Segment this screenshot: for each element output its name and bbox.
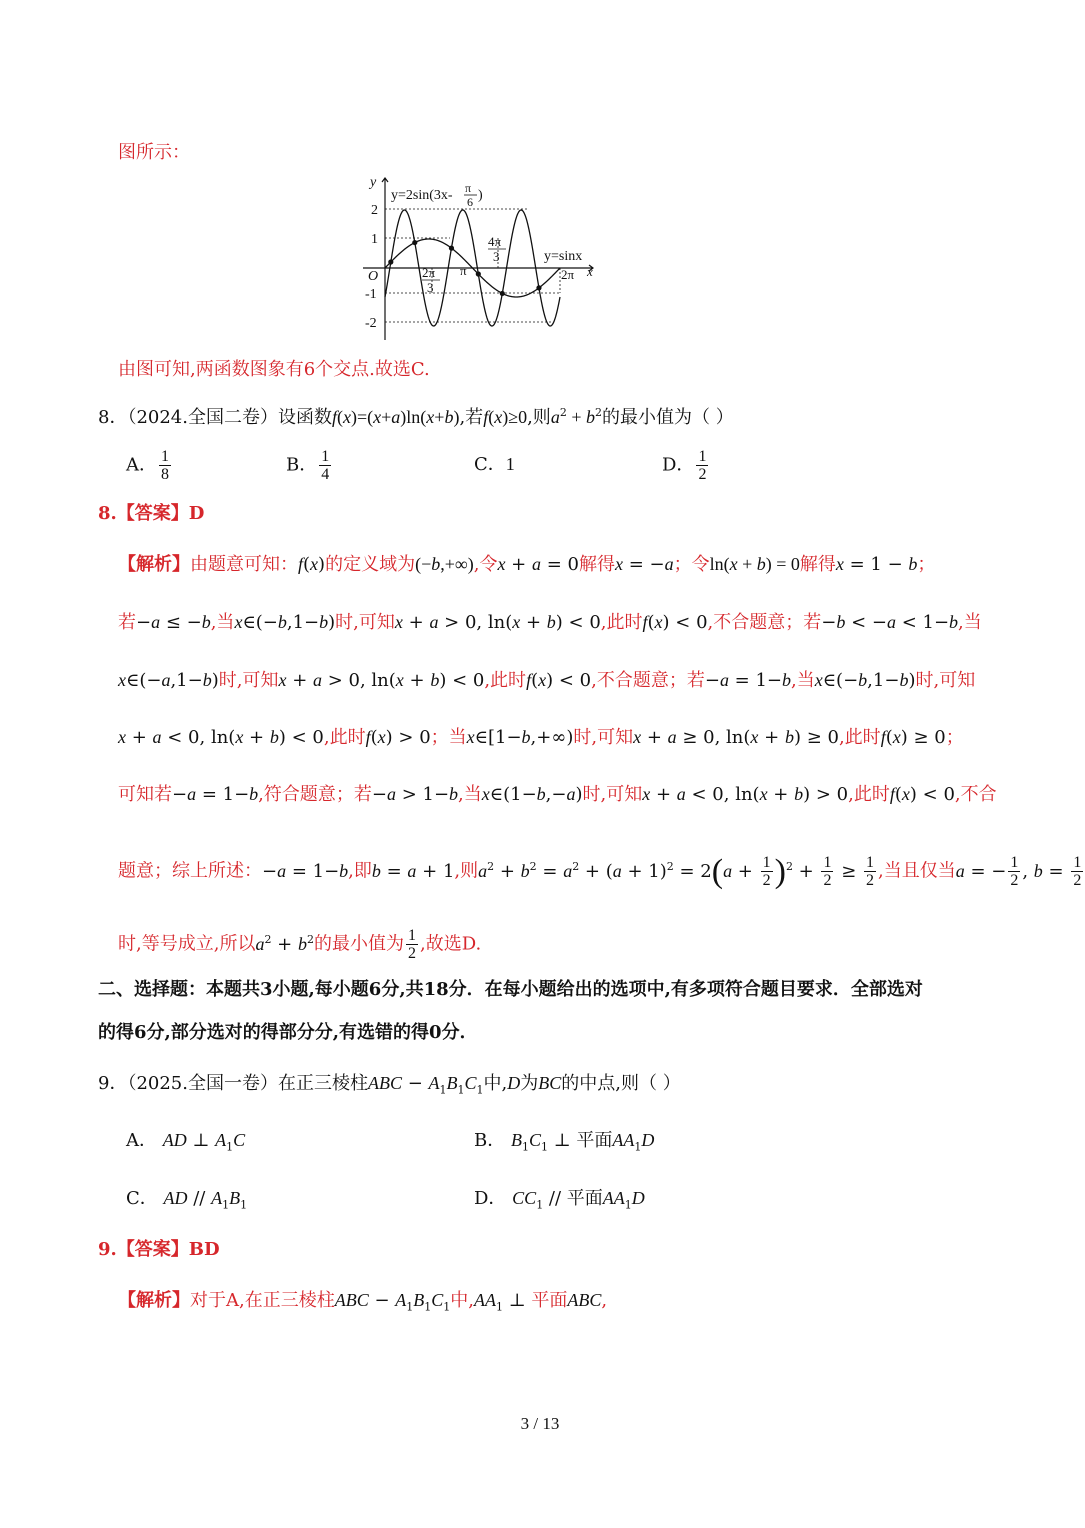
tick-2: 2 — [371, 203, 378, 218]
q9-option-d[interactable]: D． $CC_1$ // 平面$AA_1D$ — [474, 1188, 645, 1212]
function-graph — [355, 172, 605, 347]
tick-4pi3-den: 3 — [493, 249, 500, 264]
q8-answer: 8.【答案】D — [98, 503, 205, 524]
section2-line1: 二、选择题：本题共3小题,每小题6分,共18分．在每小题给出的选项中,有多项符合题目要求．全部选对 — [98, 979, 923, 1000]
tick-minus2: -2 — [365, 316, 377, 331]
intersection-point — [449, 246, 454, 251]
tick-1: 1 — [371, 232, 378, 247]
q8-analysis-line2: 若−a ≤ −b,当x∈(−b,1−b)时,可知x + a > 0, ln(x + b) < 0,此时f(x) < 0,不合题意；若−b < −a < 1−b,当 — [118, 612, 982, 633]
x-axis-label: x — [587, 264, 593, 279]
q9-option-c[interactable]: C． AD // $A_1B_1$ — [126, 1188, 248, 1212]
q8-option-d[interactable]: D． $\frac{1}{2}$ — [662, 448, 707, 483]
intersection-point — [476, 271, 481, 276]
q9-analysis-line1: 【解析】对于A,在正三棱柱ABC − $A_1B_1C_1$中$,AA_1$ ⊥ 平面ABC, — [118, 1290, 608, 1314]
q8-analysis-line3: x∈(−a,1−b)时,可知x + a > 0, ln(x + b) < 0,此时f(x) < 0,不合题意；若−a = 1−b,当x∈(−b,1−b)时,可知 — [118, 670, 976, 691]
intersection-point — [388, 259, 393, 264]
intersection-point — [500, 291, 505, 296]
q8-option-a[interactable]: A． $\frac{1}{8}$ — [126, 448, 169, 483]
func1-label: y=2sin(3x- — [391, 188, 453, 203]
q9-stem: 9．（2025.全国一卷）在正三棱柱ABC − $A_1B_1C_1$中,D为BC的中点,则（ ） — [98, 1073, 681, 1097]
func2-label: y=sinx — [544, 249, 583, 264]
tick-pi: π — [460, 263, 467, 278]
page-number: 3 / 13 — [520, 1414, 560, 1433]
q9-option-b[interactable]: B． $B_1C_1$ ⊥ 平面$AA_1D$ — [474, 1130, 655, 1154]
q9-option-a[interactable]: A． AD ⊥ $A_1C$ — [126, 1130, 246, 1154]
q8-analysis-line6: 题意；综上所述：−a = 1−b,即b = a + 1,则$a^2 + b^2 = a^2 + (a + 1)^2 = 2(a$ + $\frac{1}{2}$ )$^2$ + $\frac{1}{2}$ ≥ $\frac{1}{2}$ ,当且仅当a = − $\frac{1}{2}$ , b = $\frac{1}{2}$ — [118, 852, 1082, 890]
y-axis-label: y — [370, 175, 377, 190]
q8-stem: 8．（2024.全国二卷）设函数f(x)=(x+a)ln(x+b),若f(x)≥0,则$a^2 + b^2$的最小值为（ ） — [98, 406, 734, 428]
func1-den: 6 — [467, 195, 473, 209]
q8-option-c[interactable]: C．1 — [474, 454, 515, 475]
intersection-point — [412, 240, 417, 245]
tick-2pi3-num: 2π — [422, 265, 436, 280]
figure-caption: 图所示： — [118, 142, 190, 163]
q8-analysis-line5: 可知若−a = 1−b,符合题意；若−a > 1−b,当x∈(1−b,−a)时,可知x + a < 0, ln(x + b) > 0,此时f(x) < 0,不合 — [118, 784, 997, 805]
section2-line2: 的得6分,部分选对的得部分分,有选错的得0分． — [98, 1022, 478, 1043]
q8-analysis-line4: x + a < 0, ln(x + b) < 0,此时f(x) > 0；当x∈[1−b,+∞)时,可知x + a ≥ 0, ln(x + b) ≥ 0,此时f(x) ≥ 0； — [118, 727, 964, 748]
tick-2pi: 2π — [561, 267, 575, 282]
origin-label: O — [368, 269, 379, 284]
q8-analysis-line1: 【解析】由题意可知：f(x)的定义域为(−b,+∞),令x + a = 0解得x = −a；令ln(x + b) = 0解得x = 1 − b； — [118, 554, 936, 575]
tick-minus1: -1 — [365, 287, 377, 302]
q8-option-b[interactable]: B． $\frac{1}{4}$ — [286, 448, 330, 483]
q9-answer: 9.【答案】BD — [98, 1239, 220, 1260]
q8-analysis-line7: 时,等号成立,所以$a^2 + b^2$的最小值为 $\frac{1}{2}$ ,故选D. — [118, 927, 482, 962]
tick-2pi3-den: 3 — [427, 280, 434, 295]
tick-4pi3-num: 4π — [488, 234, 502, 249]
func1-pi: π — [465, 181, 472, 195]
q7-conclusion: 由图可知,两函数图象有6个交点.故选C. — [118, 359, 430, 380]
intersection-point — [536, 285, 541, 290]
func1-close: ) — [478, 188, 483, 203]
